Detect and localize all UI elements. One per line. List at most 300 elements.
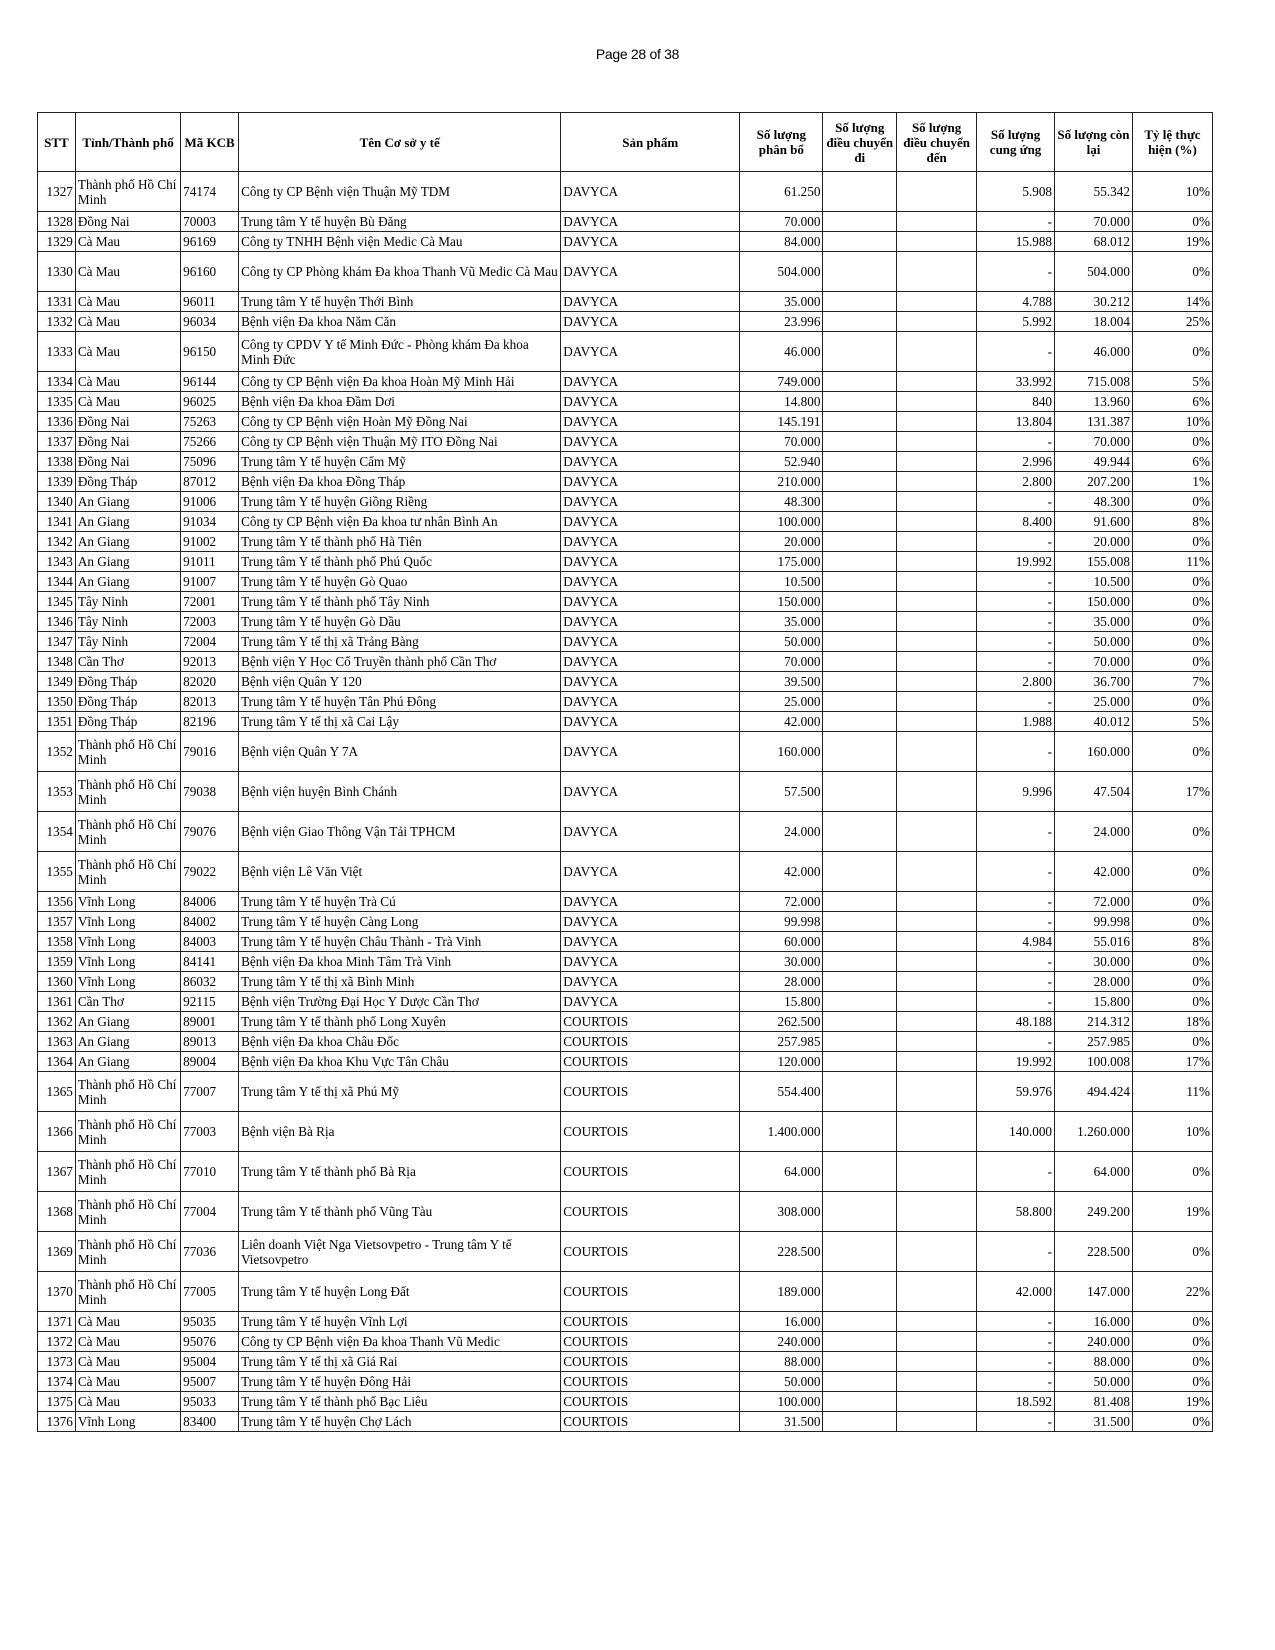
table-row: [38, 252, 1213, 292]
cell-product: DAVYCA: [561, 392, 740, 412]
cell-rate: 8%: [1132, 512, 1212, 532]
cell-allocated: 145.191: [740, 412, 823, 432]
cell-supplied: 48.188: [977, 1012, 1055, 1032]
cell-allocated: 100.000: [740, 1392, 823, 1412]
cell-supplied: -: [977, 1332, 1055, 1352]
cell-allocated: 28.000: [740, 972, 823, 992]
cell-facility: Trung tâm Y tế huyện Vĩnh Lợi: [239, 1312, 561, 1332]
cell-product: DAVYCA: [561, 812, 740, 852]
cell-province: Cà Mau: [75, 1332, 180, 1352]
cell-transfer-out: [823, 1312, 897, 1332]
table-row: [38, 732, 1213, 772]
cell-stt: 1341: [38, 512, 76, 532]
table-row: [38, 1352, 1213, 1372]
cell-stt: 1366: [38, 1112, 76, 1152]
cell-stt: 1358: [38, 932, 76, 952]
cell-transfer-in: [897, 312, 977, 332]
cell-supplied: -: [977, 632, 1055, 652]
cell-province: Cà Mau: [75, 292, 180, 312]
table-row: [38, 812, 1213, 852]
cell-province: An Giang: [75, 512, 180, 532]
cell-transfer-out: [823, 732, 897, 772]
cell-province: Đồng Tháp: [75, 692, 180, 712]
cell-transfer-out: [823, 512, 897, 532]
cell-supplied: -: [977, 432, 1055, 452]
cell-supplied: 19.992: [977, 1052, 1055, 1072]
cell-code: 84002: [181, 912, 239, 932]
cell-transfer-out: [823, 892, 897, 912]
cell-stt: 1369: [38, 1232, 76, 1272]
cell-transfer-in: [897, 952, 977, 972]
cell-product: DAVYCA: [561, 612, 740, 632]
cell-province: Tây Ninh: [75, 592, 180, 612]
cell-province: Cà Mau: [75, 312, 180, 332]
cell-transfer-in: [897, 412, 977, 432]
cell-province: Cà Mau: [75, 1352, 180, 1372]
cell-supplied: -: [977, 1412, 1055, 1432]
cell-supplied: -: [977, 1352, 1055, 1372]
cell-allocated: 175.000: [740, 552, 823, 572]
cell-product: COURTOIS: [561, 1272, 740, 1312]
cell-rate: 0%: [1132, 972, 1212, 992]
cell-product: DAVYCA: [561, 212, 740, 232]
cell-code: 92013: [181, 652, 239, 672]
cell-facility: Trung tâm Y tế huyện Gò Dầu: [239, 612, 561, 632]
cell-supplied: 9.996: [977, 772, 1055, 812]
cell-supplied: 42.000: [977, 1272, 1055, 1312]
cell-transfer-out: [823, 452, 897, 472]
cell-remaining: 131.387: [1055, 412, 1133, 432]
cell-allocated: 99.998: [740, 912, 823, 932]
header-remaining: Số lượng còn lại: [1055, 113, 1133, 172]
cell-rate: 6%: [1132, 452, 1212, 472]
cell-facility: Bệnh viện Lê Văn Việt: [239, 852, 561, 892]
cell-province: Đồng Tháp: [75, 472, 180, 492]
cell-product: COURTOIS: [561, 1012, 740, 1032]
cell-facility: Trung tâm Y tế thành phố Bà Rịa: [239, 1152, 561, 1192]
cell-transfer-out: [823, 1392, 897, 1412]
cell-stt: 1352: [38, 732, 76, 772]
cell-product: COURTOIS: [561, 1232, 740, 1272]
cell-province: Thành phố Hồ Chí Minh: [75, 852, 180, 892]
cell-allocated: 88.000: [740, 1352, 823, 1372]
cell-remaining: 64.000: [1055, 1152, 1133, 1192]
cell-product: COURTOIS: [561, 1152, 740, 1192]
cell-rate: 17%: [1132, 1052, 1212, 1072]
cell-province: Đồng Nai: [75, 212, 180, 232]
cell-product: COURTOIS: [561, 1412, 740, 1432]
cell-product: COURTOIS: [561, 1392, 740, 1412]
cell-rate: 0%: [1132, 812, 1212, 852]
cell-code: 77003: [181, 1112, 239, 1152]
table-row: [38, 932, 1213, 952]
cell-allocated: 31.500: [740, 1412, 823, 1432]
cell-rate: 0%: [1132, 1152, 1212, 1192]
cell-remaining: 30.212: [1055, 292, 1133, 312]
cell-code: 91006: [181, 492, 239, 512]
cell-facility: Công ty CP Bệnh viện Đa khoa Hoàn Mỹ Minh Hải: [239, 372, 561, 392]
cell-facility: Trung tâm Y tế huyện Cẩm Mỹ: [239, 452, 561, 472]
table-row: [38, 772, 1213, 812]
cell-transfer-in: [897, 892, 977, 912]
cell-code: 75266: [181, 432, 239, 452]
cell-remaining: 214.312: [1055, 1012, 1133, 1032]
cell-supplied: 58.800: [977, 1192, 1055, 1232]
cell-facility: Bệnh viện Giao Thông Vận Tải TPHCM: [239, 812, 561, 852]
cell-code: 75263: [181, 412, 239, 432]
cell-product: COURTOIS: [561, 1052, 740, 1072]
cell-code: 91002: [181, 532, 239, 552]
allocation-table: [37, 112, 1213, 1432]
cell-transfer-in: [897, 492, 977, 512]
cell-allocated: 150.000: [740, 592, 823, 612]
cell-allocated: 48.300: [740, 492, 823, 512]
cell-remaining: 16.000: [1055, 1312, 1133, 1332]
cell-product: DAVYCA: [561, 952, 740, 972]
cell-supplied: -: [977, 692, 1055, 712]
cell-province: Đồng Tháp: [75, 672, 180, 692]
cell-transfer-out: [823, 1112, 897, 1152]
cell-supplied: -: [977, 612, 1055, 632]
cell-code: 82196: [181, 712, 239, 732]
cell-transfer-in: [897, 232, 977, 252]
cell-stt: 1343: [38, 552, 76, 572]
cell-supplied: 19.992: [977, 552, 1055, 572]
cell-facility: Công ty CP Bệnh viện Đa khoa Thanh Vũ Medic: [239, 1332, 561, 1352]
cell-transfer-out: [823, 1152, 897, 1192]
cell-rate: 0%: [1132, 432, 1212, 452]
cell-product: DAVYCA: [561, 232, 740, 252]
cell-remaining: 30.000: [1055, 952, 1133, 972]
cell-rate: 0%: [1132, 692, 1212, 712]
cell-transfer-out: [823, 912, 897, 932]
cell-rate: 0%: [1132, 1312, 1212, 1332]
cell-remaining: 50.000: [1055, 1372, 1133, 1392]
cell-product: DAVYCA: [561, 512, 740, 532]
cell-remaining: 1.260.000: [1055, 1112, 1133, 1152]
cell-transfer-out: [823, 1032, 897, 1052]
cell-facility: Bệnh viện Y Học Cổ Truyền thành phố Cần Thơ: [239, 652, 561, 672]
cell-province: Đồng Nai: [75, 432, 180, 452]
cell-allocated: 749.000: [740, 372, 823, 392]
cell-remaining: 42.000: [1055, 852, 1133, 892]
cell-allocated: 100.000: [740, 512, 823, 532]
header-product: Sản phẩm: [561, 113, 740, 172]
table-row: [38, 1412, 1213, 1432]
cell-remaining: 50.000: [1055, 632, 1133, 652]
table-row: [38, 952, 1213, 972]
cell-province: An Giang: [75, 1012, 180, 1032]
cell-province: Thành phố Hồ Chí Minh: [75, 812, 180, 852]
cell-product: DAVYCA: [561, 332, 740, 372]
cell-rate: 19%: [1132, 1192, 1212, 1232]
cell-product: COURTOIS: [561, 1372, 740, 1392]
cell-code: 84006: [181, 892, 239, 912]
cell-allocated: 308.000: [740, 1192, 823, 1232]
cell-remaining: 47.504: [1055, 772, 1133, 812]
cell-stt: 1361: [38, 992, 76, 1012]
cell-facility: Bệnh viện Đa khoa Minh Tâm Trà Vinh: [239, 952, 561, 972]
cell-province: An Giang: [75, 532, 180, 552]
cell-transfer-in: [897, 212, 977, 232]
cell-supplied: 5.992: [977, 312, 1055, 332]
cell-allocated: 15.800: [740, 992, 823, 1012]
cell-rate: 0%: [1132, 1232, 1212, 1272]
cell-transfer-out: [823, 572, 897, 592]
cell-transfer-in: [897, 1312, 977, 1332]
cell-product: COURTOIS: [561, 1072, 740, 1112]
cell-product: DAVYCA: [561, 452, 740, 472]
header-province: Tỉnh/Thành phố: [75, 113, 180, 172]
cell-rate: 0%: [1132, 852, 1212, 892]
cell-facility: Trung tâm Y tế huyện Long Đất: [239, 1272, 561, 1312]
cell-facility: Trung tâm Y tế huyện Trà Cú: [239, 892, 561, 912]
table-row: [38, 1052, 1213, 1072]
table-row: [38, 1072, 1213, 1112]
cell-transfer-out: [823, 1052, 897, 1072]
cell-transfer-out: [823, 1192, 897, 1232]
cell-transfer-in: [897, 1052, 977, 1072]
cell-province: Vĩnh Long: [75, 1412, 180, 1432]
cell-transfer-in: [897, 552, 977, 572]
cell-remaining: 55.016: [1055, 932, 1133, 952]
cell-remaining: 40.012: [1055, 712, 1133, 732]
cell-transfer-in: [897, 732, 977, 772]
cell-province: Thành phố Hồ Chí Minh: [75, 772, 180, 812]
cell-supplied: 33.992: [977, 372, 1055, 392]
cell-stt: 1371: [38, 1312, 76, 1332]
cell-code: 70003: [181, 212, 239, 232]
cell-code: 79016: [181, 732, 239, 772]
cell-facility: Trung tâm Y tế thành phố Bạc Liêu: [239, 1392, 561, 1412]
cell-transfer-out: [823, 1372, 897, 1392]
cell-rate: 1%: [1132, 472, 1212, 492]
cell-facility: Bệnh viện Quân Y 7A: [239, 732, 561, 772]
cell-transfer-in: [897, 252, 977, 292]
cell-remaining: 715.008: [1055, 372, 1133, 392]
table-row: [38, 432, 1213, 452]
cell-province: Cần Thơ: [75, 992, 180, 1012]
cell-province: Thành phố Hồ Chí Minh: [75, 1232, 180, 1272]
cell-transfer-out: [823, 1352, 897, 1372]
cell-remaining: 249.200: [1055, 1192, 1133, 1232]
cell-transfer-out: [823, 1072, 897, 1112]
cell-rate: 6%: [1132, 392, 1212, 412]
cell-province: Thành phố Hồ Chí Minh: [75, 732, 180, 772]
cell-product: COURTOIS: [561, 1192, 740, 1232]
cell-remaining: 228.500: [1055, 1232, 1133, 1272]
cell-rate: 0%: [1132, 892, 1212, 912]
cell-province: Thành phố Hồ Chí Minh: [75, 1112, 180, 1152]
cell-stt: 1353: [38, 772, 76, 812]
cell-transfer-in: [897, 432, 977, 452]
cell-transfer-in: [897, 592, 977, 612]
cell-facility: Trung tâm Y tế thành phố Phú Quốc: [239, 552, 561, 572]
cell-facility: Công ty CP Bệnh viện Thuận Mỹ TDM: [239, 172, 561, 212]
cell-product: DAVYCA: [561, 532, 740, 552]
cell-transfer-in: [897, 772, 977, 812]
cell-province: Cà Mau: [75, 332, 180, 372]
cell-supplied: -: [977, 532, 1055, 552]
header-facility: Tên Cơ sở y tế: [239, 113, 561, 172]
cell-code: 79076: [181, 812, 239, 852]
cell-rate: 14%: [1132, 292, 1212, 312]
cell-stt: 1363: [38, 1032, 76, 1052]
cell-allocated: 61.250: [740, 172, 823, 212]
cell-stt: 1354: [38, 812, 76, 852]
cell-product: DAVYCA: [561, 292, 740, 312]
header-stt: STT: [38, 113, 76, 172]
cell-transfer-in: [897, 1412, 977, 1432]
cell-facility: Trung tâm Y tế thị xã Cai Lậy: [239, 712, 561, 732]
cell-supplied: -: [977, 1372, 1055, 1392]
cell-remaining: 70.000: [1055, 432, 1133, 452]
cell-allocated: 228.500: [740, 1232, 823, 1272]
cell-facility: Trung tâm Y tế thành phố Vũng Tàu: [239, 1192, 561, 1232]
table-row: [38, 1032, 1213, 1052]
cell-transfer-out: [823, 632, 897, 652]
cell-province: Tây Ninh: [75, 612, 180, 632]
cell-supplied: 18.592: [977, 1392, 1055, 1412]
cell-stt: 1339: [38, 472, 76, 492]
cell-remaining: 504.000: [1055, 252, 1133, 292]
cell-code: 72004: [181, 632, 239, 652]
cell-facility: Trung tâm Y tế thành phố Long Xuyên: [239, 1012, 561, 1032]
cell-remaining: 155.008: [1055, 552, 1133, 572]
cell-supplied: -: [977, 952, 1055, 972]
cell-facility: Trung tâm Y tế huyện Càng Long: [239, 912, 561, 932]
cell-code: 83400: [181, 1412, 239, 1432]
cell-supplied: -: [977, 852, 1055, 892]
cell-transfer-out: [823, 232, 897, 252]
cell-stt: 1373: [38, 1352, 76, 1372]
cell-allocated: 504.000: [740, 252, 823, 292]
cell-allocated: 1.400.000: [740, 1112, 823, 1152]
cell-remaining: 99.998: [1055, 912, 1133, 932]
cell-product: COURTOIS: [561, 1112, 740, 1152]
cell-facility: Trung tâm Y tế thành phố Hà Tiên: [239, 532, 561, 552]
cell-supplied: 840: [977, 392, 1055, 412]
cell-transfer-out: [823, 1012, 897, 1032]
cell-facility: Công ty CP Phòng khám Đa khoa Thanh Vũ Medic Cà Mau: [239, 252, 561, 292]
table-row: [38, 552, 1213, 572]
table-row: [38, 1372, 1213, 1392]
cell-stt: 1360: [38, 972, 76, 992]
cell-remaining: 15.800: [1055, 992, 1133, 1012]
cell-supplied: 13.804: [977, 412, 1055, 432]
cell-remaining: 91.600: [1055, 512, 1133, 532]
cell-facility: Bệnh viện Đa khoa Khu Vực Tân Châu: [239, 1052, 561, 1072]
cell-facility: Bệnh viện Quân Y 120: [239, 672, 561, 692]
cell-code: 87012: [181, 472, 239, 492]
cell-transfer-out: [823, 652, 897, 672]
cell-supplied: -: [977, 1032, 1055, 1052]
cell-allocated: 70.000: [740, 212, 823, 232]
cell-code: 96034: [181, 312, 239, 332]
cell-supplied: -: [977, 492, 1055, 512]
cell-province: Vĩnh Long: [75, 952, 180, 972]
cell-facility: Bệnh viện Đa khoa Năm Căn: [239, 312, 561, 332]
cell-supplied: -: [977, 732, 1055, 772]
cell-code: 84003: [181, 932, 239, 952]
cell-facility: Bệnh viện Đa khoa Châu Đốc: [239, 1032, 561, 1052]
cell-allocated: 25.000: [740, 692, 823, 712]
cell-transfer-in: [897, 992, 977, 1012]
cell-transfer-in: [897, 712, 977, 732]
cell-rate: 0%: [1132, 492, 1212, 512]
header-allocated: Số lượng phân bổ: [740, 113, 823, 172]
cell-facility: Trung tâm Y tế thị xã Bình Minh: [239, 972, 561, 992]
cell-transfer-in: [897, 292, 977, 312]
cell-transfer-in: [897, 1272, 977, 1312]
cell-supplied: -: [977, 912, 1055, 932]
cell-code: 79038: [181, 772, 239, 812]
cell-stt: 1375: [38, 1392, 76, 1412]
cell-province: Thành phố Hồ Chí Minh: [75, 1072, 180, 1112]
cell-rate: 0%: [1132, 1032, 1212, 1052]
cell-rate: 0%: [1132, 572, 1212, 592]
cell-transfer-in: [897, 372, 977, 392]
cell-code: 72003: [181, 612, 239, 632]
table-row: [38, 452, 1213, 472]
cell-stt: 1330: [38, 252, 76, 292]
cell-product: DAVYCA: [561, 172, 740, 212]
table-row: [38, 332, 1213, 372]
cell-supplied: 1.988: [977, 712, 1055, 732]
table-row: [38, 572, 1213, 592]
cell-transfer-in: [897, 172, 977, 212]
cell-facility: Trung tâm Y tế thị xã Phú Mỹ: [239, 1072, 561, 1112]
cell-transfer-in: [897, 1372, 977, 1392]
cell-transfer-in: [897, 1012, 977, 1032]
cell-code: 96169: [181, 232, 239, 252]
cell-stt: 1327: [38, 172, 76, 212]
cell-allocated: 72.000: [740, 892, 823, 912]
cell-transfer-in: [897, 1032, 977, 1052]
cell-transfer-out: [823, 432, 897, 452]
cell-code: 95076: [181, 1332, 239, 1352]
cell-code: 91034: [181, 512, 239, 532]
table-row: [38, 1312, 1213, 1332]
cell-remaining: 48.300: [1055, 492, 1133, 512]
cell-stt: 1335: [38, 392, 76, 412]
table-row: [38, 292, 1213, 312]
cell-province: An Giang: [75, 552, 180, 572]
cell-province: Cà Mau: [75, 1312, 180, 1332]
cell-rate: 0%: [1132, 212, 1212, 232]
cell-transfer-out: [823, 932, 897, 952]
cell-rate: 10%: [1132, 172, 1212, 212]
cell-code: 77004: [181, 1192, 239, 1232]
table-row: [38, 372, 1213, 392]
cell-province: An Giang: [75, 1052, 180, 1072]
cell-province: Cà Mau: [75, 252, 180, 292]
cell-facility: Trung tâm Y tế huyện Gò Quao: [239, 572, 561, 592]
cell-allocated: 20.000: [740, 532, 823, 552]
cell-stt: 1370: [38, 1272, 76, 1312]
cell-rate: 5%: [1132, 712, 1212, 732]
cell-remaining: 494.424: [1055, 1072, 1133, 1112]
cell-stt: 1332: [38, 312, 76, 332]
cell-rate: 0%: [1132, 332, 1212, 372]
cell-code: 96144: [181, 372, 239, 392]
cell-rate: 0%: [1132, 592, 1212, 612]
cell-facility: Công ty CP Bệnh viện Hoàn Mỹ Đồng Nai: [239, 412, 561, 432]
cell-rate: 7%: [1132, 672, 1212, 692]
cell-transfer-out: [823, 332, 897, 372]
table-row: [38, 652, 1213, 672]
cell-remaining: 207.200: [1055, 472, 1133, 492]
